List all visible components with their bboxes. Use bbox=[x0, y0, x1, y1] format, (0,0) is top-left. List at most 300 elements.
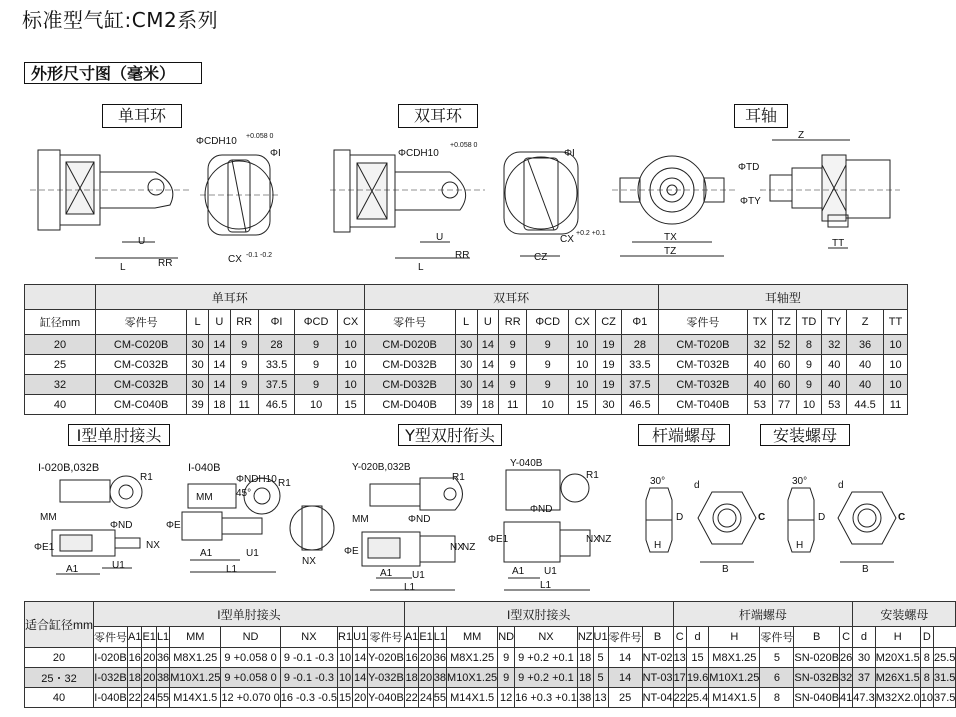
table-cell: M10X1.25 bbox=[709, 668, 760, 688]
table-cell: 10 bbox=[295, 395, 337, 415]
table-cell: SN-040B bbox=[794, 688, 840, 708]
group-rod-nut: 杆端螺母 bbox=[673, 602, 853, 627]
table-cell: CM-D032B bbox=[364, 355, 455, 375]
table-cell: 18 bbox=[577, 668, 593, 688]
table-cell: 14 bbox=[208, 335, 230, 355]
table-cell: Y-020B bbox=[368, 648, 405, 668]
table-cell: 9 bbox=[527, 375, 569, 395]
table-cell: 5 bbox=[593, 648, 608, 668]
table-cell: 10 bbox=[337, 355, 364, 375]
column-header: A1 bbox=[404, 627, 418, 648]
nx-y040: NX bbox=[586, 534, 600, 545]
cx-tol-double: +0.2 +0.1 bbox=[576, 230, 606, 237]
d-mount: d bbox=[838, 480, 844, 491]
column-header: C bbox=[673, 627, 686, 648]
accessory-table bbox=[24, 601, 956, 708]
mm-y020: MM bbox=[352, 514, 369, 525]
column-header: ND bbox=[221, 627, 280, 648]
column-header: H bbox=[875, 627, 920, 648]
table-cell: 8 bbox=[760, 688, 794, 708]
rod-nut-drawing bbox=[646, 488, 756, 562]
column-header: RR bbox=[230, 310, 258, 335]
column-header: B bbox=[794, 627, 840, 648]
l-single: L bbox=[120, 262, 126, 273]
table-cell: 11 bbox=[499, 395, 527, 415]
r1-y020: R1 bbox=[452, 472, 465, 483]
table-cell: 12 bbox=[498, 688, 515, 708]
group-mount-nut: 安装螺母 bbox=[853, 602, 956, 627]
phi-i-double: ΦI bbox=[564, 148, 575, 159]
h-rod: H bbox=[654, 540, 662, 551]
table-cell: 53 bbox=[748, 395, 773, 415]
rod-nut-label: 杆端螺母 bbox=[638, 424, 730, 446]
table-cell: CM-T032B bbox=[658, 355, 747, 375]
group-trunnion: 耳轴型 bbox=[658, 285, 907, 310]
dd-mount: D bbox=[818, 512, 826, 523]
column-header: A1 bbox=[128, 627, 142, 648]
table-cell: 53 bbox=[822, 395, 847, 415]
column-header: U bbox=[208, 310, 230, 335]
table-cell: 47.3 bbox=[853, 688, 875, 708]
table-cell: 16 bbox=[128, 648, 142, 668]
table-cell: 9 bbox=[499, 355, 527, 375]
z-trunnion: Z bbox=[798, 130, 805, 141]
table-cell: M14X1.5 bbox=[447, 688, 498, 708]
cd-label-single: ΦCDH10 bbox=[196, 136, 237, 147]
table-cell: 19 bbox=[596, 335, 622, 355]
table-cell: 19 bbox=[596, 355, 622, 375]
cd-tol-single: +0.058 0 bbox=[246, 133, 274, 140]
nd-y020: ΦND bbox=[408, 514, 431, 525]
table-cell: 39 bbox=[455, 395, 477, 415]
table-cell: 39 bbox=[187, 395, 209, 415]
ty-trunnion: ΦTY bbox=[740, 196, 761, 207]
table-cell: 20 bbox=[353, 688, 368, 708]
l1-y040: L1 bbox=[540, 580, 552, 591]
column-header: Z bbox=[847, 310, 884, 335]
table-cell: 10 bbox=[796, 395, 822, 415]
mount-nut-drawing bbox=[788, 488, 896, 562]
table-cell: 20 bbox=[142, 668, 156, 688]
table-cell: 40 bbox=[822, 355, 847, 375]
table-cell: 36 bbox=[156, 648, 169, 668]
table-cell: 36 bbox=[433, 648, 446, 668]
table-cell: 9 bbox=[230, 375, 258, 395]
table-cell: 20 bbox=[142, 648, 156, 668]
table-cell: 30 bbox=[596, 395, 622, 415]
table-cell: 15 bbox=[686, 648, 708, 668]
column-header: MM bbox=[170, 627, 221, 648]
table-cell: 9 +0.2 +0.1 bbox=[515, 668, 578, 688]
table-cell: 8 bbox=[920, 668, 933, 688]
a1-y020: A1 bbox=[380, 568, 393, 579]
table-cell: CM-T040B bbox=[658, 395, 747, 415]
table-cell: 25.4 bbox=[686, 688, 708, 708]
i-joint-label: I型单肘接头 bbox=[68, 424, 170, 446]
a1-i040: A1 bbox=[200, 548, 213, 559]
table-cell: 15 bbox=[338, 688, 353, 708]
bore-header: 适合缸径mm bbox=[25, 602, 94, 648]
column-header: ΦCD bbox=[527, 310, 569, 335]
column-header: E1 bbox=[419, 627, 433, 648]
y-joint-label: Y型双肘衔头 bbox=[398, 424, 502, 446]
table-cell: 36 bbox=[847, 335, 884, 355]
table-cell: 28 bbox=[621, 335, 658, 355]
cx-tol-single: -0.1 -0.2 bbox=[246, 252, 273, 259]
u1-i040: U1 bbox=[246, 548, 259, 559]
table-cell: CM-C032B bbox=[96, 355, 187, 375]
table-cell: 30 bbox=[455, 355, 477, 375]
cz-double: CZ bbox=[534, 252, 548, 263]
b-mount: B bbox=[862, 564, 869, 575]
trunnion-side-drawing bbox=[760, 140, 900, 248]
column-header: MM bbox=[447, 627, 498, 648]
table-cell: 6 bbox=[760, 668, 794, 688]
b-rod: B bbox=[722, 564, 729, 575]
single-ear-label: 单耳环 bbox=[102, 104, 182, 128]
table-cell: 10 bbox=[920, 688, 933, 708]
table-cell: 41 bbox=[840, 688, 853, 708]
table-cell: 9 bbox=[295, 375, 337, 395]
u-single: U bbox=[138, 236, 146, 247]
table-cell: 9 bbox=[499, 375, 527, 395]
nz-y040: NZ bbox=[598, 534, 612, 545]
cylinder-mount-table bbox=[24, 284, 908, 415]
table-cell: CM-C040B bbox=[96, 395, 187, 415]
column-header: U1 bbox=[353, 627, 368, 648]
table-cell: 9 bbox=[527, 335, 569, 355]
table-cell: 12 +0.070 0 bbox=[221, 688, 280, 708]
column-header: ΦI bbox=[258, 310, 295, 335]
table-cell: 40 bbox=[847, 355, 884, 375]
table-cell: Y-032B bbox=[368, 668, 405, 688]
nx-y020: NX bbox=[450, 542, 464, 553]
column-header: CX bbox=[569, 310, 596, 335]
table-cell: 14 bbox=[353, 648, 368, 668]
table-cell: 38 bbox=[433, 668, 446, 688]
table-row bbox=[25, 688, 956, 708]
table-cell: 18 bbox=[128, 668, 142, 688]
c-mount: C bbox=[898, 512, 906, 523]
table-cell: CM-T032B bbox=[658, 375, 747, 395]
mount-nut-label: 安装螺母 bbox=[760, 424, 850, 446]
table-cell: 10 bbox=[527, 395, 569, 415]
table-cell: 19.6 bbox=[686, 668, 708, 688]
table-cell: 30 bbox=[187, 335, 209, 355]
table-cell: 9 bbox=[796, 355, 822, 375]
table-cell: 16 bbox=[404, 648, 418, 668]
table-cell: 14 bbox=[208, 355, 230, 375]
r1-y040: R1 bbox=[586, 470, 599, 481]
column-header: E1 bbox=[142, 627, 156, 648]
column-header: 零件号 bbox=[760, 627, 794, 648]
table-cell: 11 bbox=[884, 395, 908, 415]
table-cell: 22 bbox=[673, 688, 686, 708]
y020-label: Y-020B,032B bbox=[352, 462, 411, 473]
table-cell: NT-03 bbox=[642, 668, 673, 688]
trunnion-label: 耳轴 bbox=[734, 104, 788, 128]
group-i-joint: I型单肘接头 bbox=[94, 602, 405, 627]
table-cell: M8X1.25 bbox=[447, 648, 498, 668]
column-header: R1 bbox=[338, 627, 353, 648]
table-cell: 14 bbox=[477, 335, 499, 355]
table-cell: 18 bbox=[477, 395, 499, 415]
table-cell: 25.5 bbox=[933, 648, 955, 668]
dd-rod: D bbox=[676, 512, 684, 523]
table-cell: Y-040B bbox=[368, 688, 405, 708]
column-header: TD bbox=[796, 310, 822, 335]
table-cell: 52 bbox=[772, 335, 796, 355]
table-row bbox=[25, 648, 956, 668]
nd-y040: ΦND bbox=[530, 504, 553, 515]
table-cell: CM-D032B bbox=[364, 375, 455, 395]
table-cell: 11 bbox=[230, 395, 258, 415]
l1-i040: L1 bbox=[226, 564, 238, 575]
table-cell: 9 +0.2 +0.1 bbox=[515, 648, 578, 668]
column-header: TX bbox=[748, 310, 773, 335]
table-cell: M8X1.25 bbox=[170, 648, 221, 668]
table-cell: 40 bbox=[25, 395, 96, 415]
table-cell: 40 bbox=[748, 375, 773, 395]
table-cell: 10 bbox=[337, 335, 364, 355]
table-cell: 22 bbox=[128, 688, 142, 708]
table-cell: NT-02 bbox=[642, 648, 673, 668]
nx-i020: NX bbox=[146, 540, 160, 551]
c-rod: C bbox=[758, 512, 766, 523]
deg30-rod: 30° bbox=[650, 476, 666, 487]
deg30-mount: 30° bbox=[792, 476, 808, 487]
table-cell: 14 bbox=[477, 375, 499, 395]
table-cell: 10 bbox=[569, 375, 596, 395]
table-cell: 15 bbox=[337, 395, 364, 415]
table-cell: 13 bbox=[673, 648, 686, 668]
e-i040: ΦE bbox=[166, 520, 181, 531]
column-header: TT bbox=[884, 310, 908, 335]
column-header: ΦCD bbox=[295, 310, 337, 335]
column-header: 零件号 bbox=[658, 310, 747, 335]
column-header: L1 bbox=[156, 627, 169, 648]
double-ear-label: 双耳环 bbox=[398, 104, 478, 128]
nx-i040: NX bbox=[302, 556, 316, 567]
l1-y020: L1 bbox=[404, 582, 416, 593]
column-header: L bbox=[455, 310, 477, 335]
r1-i040: R1 bbox=[278, 478, 291, 489]
table-cell: 33.5 bbox=[621, 355, 658, 375]
table-cell: 24 bbox=[142, 688, 156, 708]
table-cell: M8X1.25 bbox=[709, 648, 760, 668]
column-header: H bbox=[709, 627, 760, 648]
table-cell: CM-D020B bbox=[364, 335, 455, 355]
table-cell: 9 -0.1 -0.3 bbox=[280, 668, 337, 688]
y040-label: Y-040B bbox=[510, 458, 543, 469]
table-cell: 14 bbox=[208, 375, 230, 395]
table-cell: 44.5 bbox=[847, 395, 884, 415]
e1-y040: ΦE1 bbox=[488, 534, 509, 545]
cd-label-double: ΦCDH10 bbox=[398, 148, 439, 159]
table-cell: 14 bbox=[608, 668, 642, 688]
table-cell: 10 bbox=[338, 648, 353, 668]
column-header: TY bbox=[822, 310, 847, 335]
column-header: NZ bbox=[577, 627, 593, 648]
table-cell: CM-C032B bbox=[96, 375, 187, 395]
column-header: Φ1 bbox=[621, 310, 658, 335]
table-cell: 37.5 bbox=[621, 375, 658, 395]
table-cell: I-040B bbox=[94, 688, 128, 708]
table-cell: 18 bbox=[577, 648, 593, 668]
table-cell: I-032B bbox=[94, 668, 128, 688]
column-header: RR bbox=[499, 310, 527, 335]
column-header: d bbox=[686, 627, 708, 648]
rr-double: RR bbox=[455, 250, 470, 261]
table-cell: 20 bbox=[25, 335, 96, 355]
table-row bbox=[25, 375, 908, 395]
table-cell: 14 bbox=[353, 668, 368, 688]
column-header: L bbox=[187, 310, 209, 335]
single-ear-end-drawing bbox=[200, 155, 280, 235]
table-cell: 55 bbox=[156, 688, 169, 708]
table-cell: 31.5 bbox=[933, 668, 955, 688]
table-cell: 46.5 bbox=[258, 395, 295, 415]
table-cell: SN-020B bbox=[794, 648, 840, 668]
column-header: L1 bbox=[433, 627, 446, 648]
table-cell: I-020B bbox=[94, 648, 128, 668]
double-ear-side-drawing bbox=[330, 150, 485, 258]
table-cell: 14 bbox=[608, 648, 642, 668]
table-cell: 9 bbox=[499, 335, 527, 355]
table-cell: 25 bbox=[608, 688, 642, 708]
table-cell: 40 bbox=[25, 688, 94, 708]
a1-i020: A1 bbox=[66, 564, 79, 575]
table-cell: 60 bbox=[772, 375, 796, 395]
u1-i020: U1 bbox=[112, 560, 125, 571]
r1-i020: R1 bbox=[140, 472, 153, 483]
table-cell: 46.5 bbox=[621, 395, 658, 415]
table-cell: 32 bbox=[748, 335, 773, 355]
table-cell: 30 bbox=[455, 335, 477, 355]
table-row bbox=[25, 395, 908, 415]
table-cell: 16 +0.3 +0.1 bbox=[515, 688, 578, 708]
table-cell: M10X1.25 bbox=[447, 668, 498, 688]
table-cell: SN-032B bbox=[794, 668, 840, 688]
phi-i-single: ΦI bbox=[270, 148, 281, 159]
table-cell: 30 bbox=[853, 648, 875, 668]
table-cell: 9 -0.1 -0.3 bbox=[280, 648, 337, 668]
e1-i020: ΦE1 bbox=[34, 542, 55, 553]
column-header: TZ bbox=[772, 310, 796, 335]
table-cell: 77 bbox=[772, 395, 796, 415]
table-cell: 20 bbox=[419, 668, 433, 688]
table-cell: 55 bbox=[433, 688, 446, 708]
table-cell: 19 bbox=[596, 375, 622, 395]
e-y020: ΦE bbox=[344, 546, 359, 557]
cx-single: CX bbox=[228, 254, 242, 265]
table-cell: 32 bbox=[840, 668, 853, 688]
mm-i020: MM bbox=[40, 512, 57, 523]
table-cell: 22 bbox=[404, 688, 418, 708]
column-header: 零件号 bbox=[364, 310, 455, 335]
table-cell: 25 bbox=[25, 355, 96, 375]
table-cell: 8 bbox=[920, 648, 933, 668]
table-cell: 9 +0.058 0 bbox=[221, 648, 280, 668]
nd-i040: ΦNDH10 bbox=[236, 474, 277, 485]
table-cell: 9 bbox=[230, 335, 258, 355]
table-cell: 9 bbox=[527, 355, 569, 375]
table-cell: 8 bbox=[796, 335, 822, 355]
table-cell: M32X2.0 bbox=[875, 688, 920, 708]
i020-label: I-020B,032B bbox=[38, 462, 100, 474]
tx-trunnion: TX bbox=[664, 232, 677, 243]
table-cell: 37.5 bbox=[258, 375, 295, 395]
table-cell: M14X1.5 bbox=[170, 688, 221, 708]
table-cell: 18 bbox=[208, 395, 230, 415]
single-ear-side-drawing bbox=[30, 150, 190, 258]
table-cell: 17 bbox=[673, 668, 686, 688]
td-trunnion: ΦTD bbox=[738, 162, 760, 173]
table-cell: 30 bbox=[187, 355, 209, 375]
table-cell: 37.5 bbox=[933, 688, 955, 708]
table-cell: 28 bbox=[258, 335, 295, 355]
table-cell: 32 bbox=[25, 375, 96, 395]
section-title: 外形尺寸图（毫米） bbox=[24, 62, 202, 84]
column-header: NX bbox=[515, 627, 578, 648]
table-cell: 26 bbox=[840, 648, 853, 668]
table-cell: 40 bbox=[822, 375, 847, 395]
nz-y020: NZ bbox=[462, 542, 476, 553]
column-header: C bbox=[840, 627, 853, 648]
table-cell: 40 bbox=[847, 375, 884, 395]
table-cell: 10 bbox=[337, 375, 364, 395]
table-cell: 60 bbox=[772, 355, 796, 375]
table-cell: 32 bbox=[822, 335, 847, 355]
group-single-ear: 单耳环 bbox=[96, 285, 365, 310]
table-cell: M26X1.5 bbox=[875, 668, 920, 688]
table-cell: 10 bbox=[338, 668, 353, 688]
table-cell: 10 bbox=[884, 335, 908, 355]
column-header: d bbox=[853, 627, 875, 648]
table-row bbox=[25, 668, 956, 688]
table-cell: 10 bbox=[569, 335, 596, 355]
table-cell: 10 bbox=[884, 375, 908, 395]
u-double: U bbox=[436, 232, 444, 243]
a1-y040: A1 bbox=[512, 566, 525, 577]
table-cell: 14 bbox=[477, 355, 499, 375]
column-header: NX bbox=[280, 627, 337, 648]
group-double-ear: 双耳环 bbox=[364, 285, 658, 310]
table-cell: M20X1.5 bbox=[875, 648, 920, 668]
table-cell: 5 bbox=[760, 648, 794, 668]
table-cell: 16 -0.3 -0.5 bbox=[280, 688, 337, 708]
table-cell: 38 bbox=[156, 668, 169, 688]
table-cell: 18 bbox=[404, 668, 418, 688]
table-cell: NT-04 bbox=[642, 688, 673, 708]
rr-single: RR bbox=[158, 258, 173, 269]
l-double: L bbox=[418, 262, 424, 273]
table-cell: 9 bbox=[498, 648, 515, 668]
table-cell: 24 bbox=[419, 688, 433, 708]
table-cell: 13 bbox=[593, 688, 608, 708]
table-cell: 30 bbox=[187, 375, 209, 395]
table-cell: 9 bbox=[295, 355, 337, 375]
table-cell: 40 bbox=[748, 355, 773, 375]
column-header: B bbox=[642, 627, 673, 648]
table-cell: 5 bbox=[593, 668, 608, 688]
table-row bbox=[25, 335, 908, 355]
table-cell: 37 bbox=[853, 668, 875, 688]
h-mount: H bbox=[796, 540, 804, 551]
table-cell: 9 bbox=[295, 335, 337, 355]
table-cell: CM-T020B bbox=[658, 335, 747, 355]
table-cell: 10 bbox=[884, 355, 908, 375]
